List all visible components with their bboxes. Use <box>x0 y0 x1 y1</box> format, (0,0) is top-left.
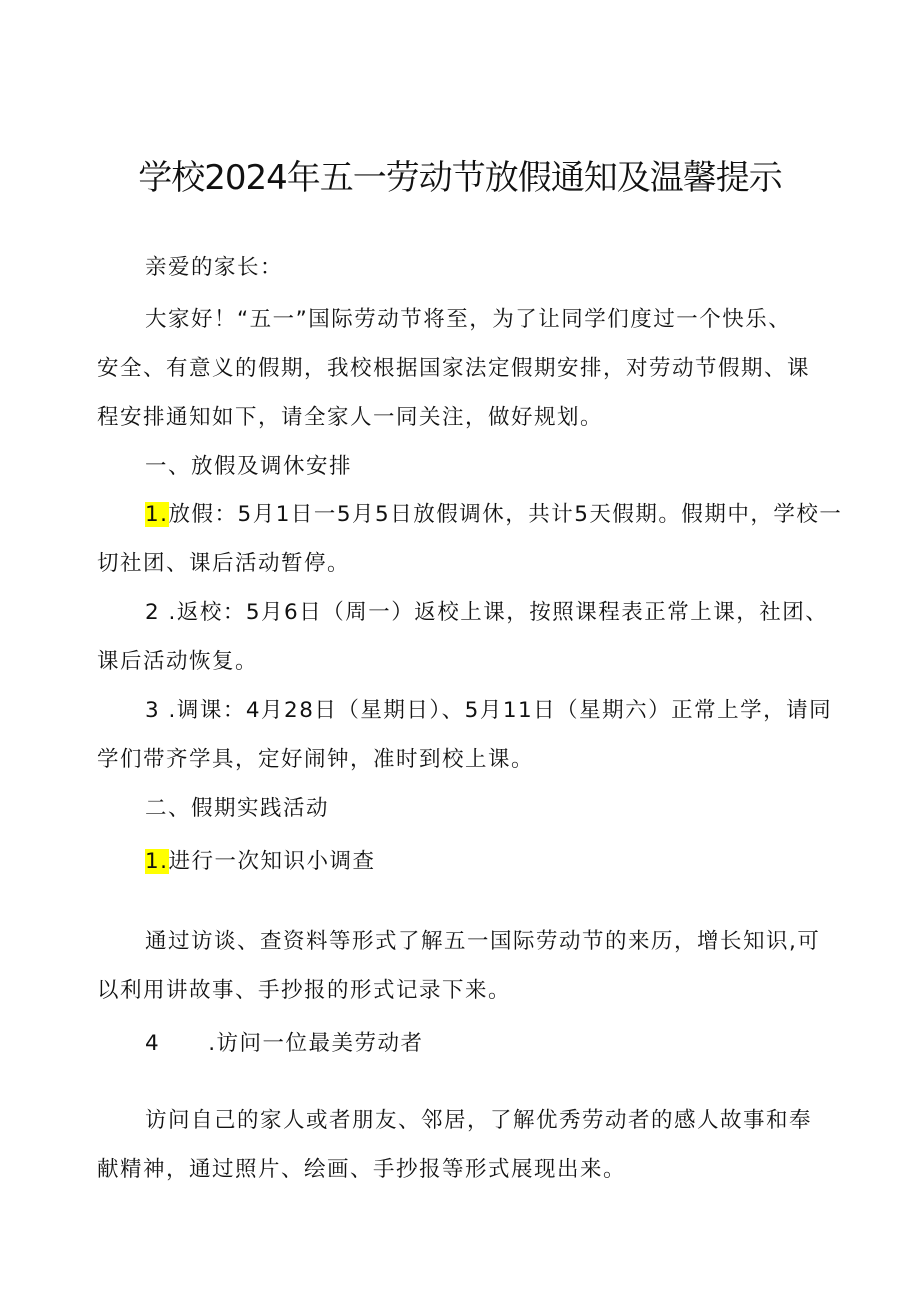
section-2-heading: 二、假期实践活动 <box>145 796 330 821</box>
item-title: 进行一次知识小调查 <box>168 849 376 874</box>
salutation: 亲爱的家长： <box>145 255 284 280</box>
section-1-item-2-line-1: 2 .返校：5月6日（周一）返校上课，按照课程表正常上课，社团、 <box>145 600 829 625</box>
section-2-item-1-title <box>145 846 376 878</box>
item-title: .访问一位最美劳动者 <box>208 1031 424 1056</box>
section-1-heading: 一、放假及调休安排 <box>145 454 353 479</box>
section-1-item-3-line-2: 学们带齐学具，定好闹钟，准时到校上课。 <box>97 747 535 772</box>
document-title: 学校2024年五一劳动节放假通知及温馨提示 <box>138 158 782 198</box>
section-1-item-3-line-1: 3 .调课：4月28日（星期日）、5月11日（星期六）正常上学，请同 <box>145 698 833 723</box>
section-1-item-1-line-2: 切社团、课后活动暂停。 <box>97 551 351 576</box>
item-number-highlight: 1. <box>145 502 169 527</box>
section-2-item-1-line-2: 以利用讲故事、手抄报的形式记录下来。 <box>97 978 512 1003</box>
intro-line-1: 大家好！“五一”国际劳动节将至，为了让同学们度过一个快乐、 <box>145 307 792 332</box>
section-2-item-4-line-2: 献精神，通过照片、绘画、手抄报等形式展现出来。 <box>97 1157 627 1182</box>
section-2-item-4-line-1: 访问自己的家人或者朋友、邻居，了解优秀劳动者的感人故事和奉 <box>145 1108 813 1133</box>
intro-line-3: 程安排通知如下，请全家人一同关注，做好规划。 <box>97 405 604 430</box>
item-number: 4 <box>145 1031 161 1056</box>
section-2-item-1-line-1: 通过访谈、查资料等形式了解五一国际劳动节的来历，增长知识,可 <box>145 929 821 954</box>
section-1-item-1-line-1 <box>145 499 842 531</box>
intro-line-2: 安全、有意义的假期，我校根据国家法定假期安排，对劳动节假期、课 <box>97 356 811 381</box>
section-1-item-2-line-2: 课后活动恢复。 <box>97 649 259 674</box>
item-number-highlight: 1. <box>145 849 169 874</box>
item-text: 放假：5月1日一5月5日放假调休，共计5天假期。假期中，学校一 <box>168 502 843 527</box>
section-2-item-4-title <box>145 1028 424 1060</box>
